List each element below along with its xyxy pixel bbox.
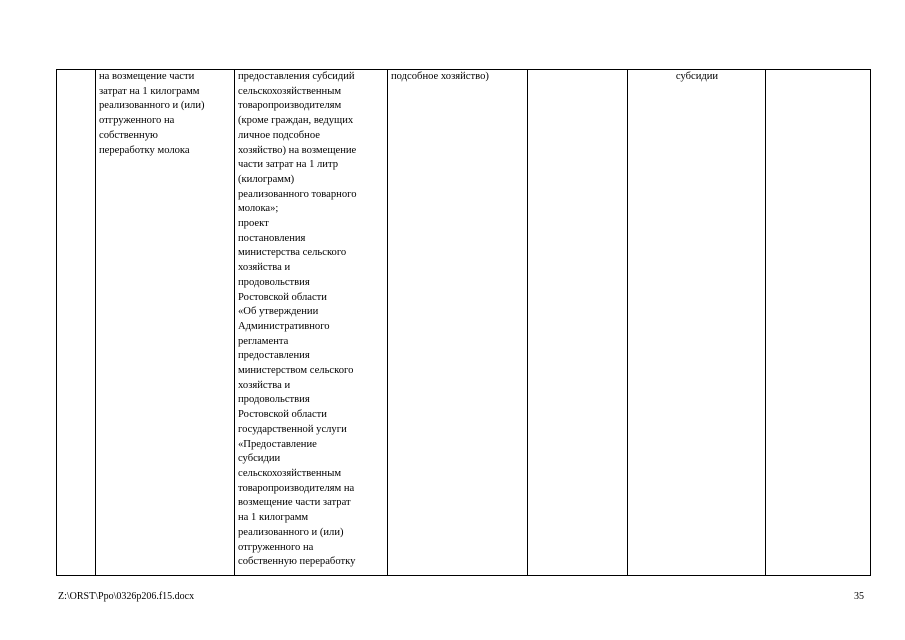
table-cell-type: субсидии	[628, 70, 766, 576]
document-table	[56, 69, 871, 576]
page-number: 35	[854, 591, 864, 602]
table-cell-legal-act: предоставления субсидий сельскохозяйственным товаропроизводителям (кроме граждан, ведущих личное подсобное хозяйство) на возмещение части затрат на 1 литр (килограмм) реализованного товарного молока»; проект постановления министерства сельского хозяйства и продовольствия Ростовской области «Об утверждении Административного регламента предоставления министерством сельского хозяйства и продовольствия Ростовской области государственной услуги «Предоставление субсидии сельскохозяйственным товаропроизводителям на возмещение части затрат на 1 килограмм реализованного и (или) отгруженного на собственную переработку	[235, 70, 388, 576]
table-cell-number	[57, 70, 96, 576]
table-cell-measure: на возмещение части затрат на 1 килограмм реализованного и (или) отгруженного на собственную переработку молока	[96, 70, 235, 576]
table-cell-last	[766, 70, 871, 576]
table-cell-empty	[528, 70, 628, 576]
table-cell-recipients: подсобное хозяйство)	[388, 70, 528, 576]
table-row	[57, 70, 871, 576]
footer-file-path: Z:\ORST\Ppo\0326p206.f15.docx	[58, 591, 195, 602]
